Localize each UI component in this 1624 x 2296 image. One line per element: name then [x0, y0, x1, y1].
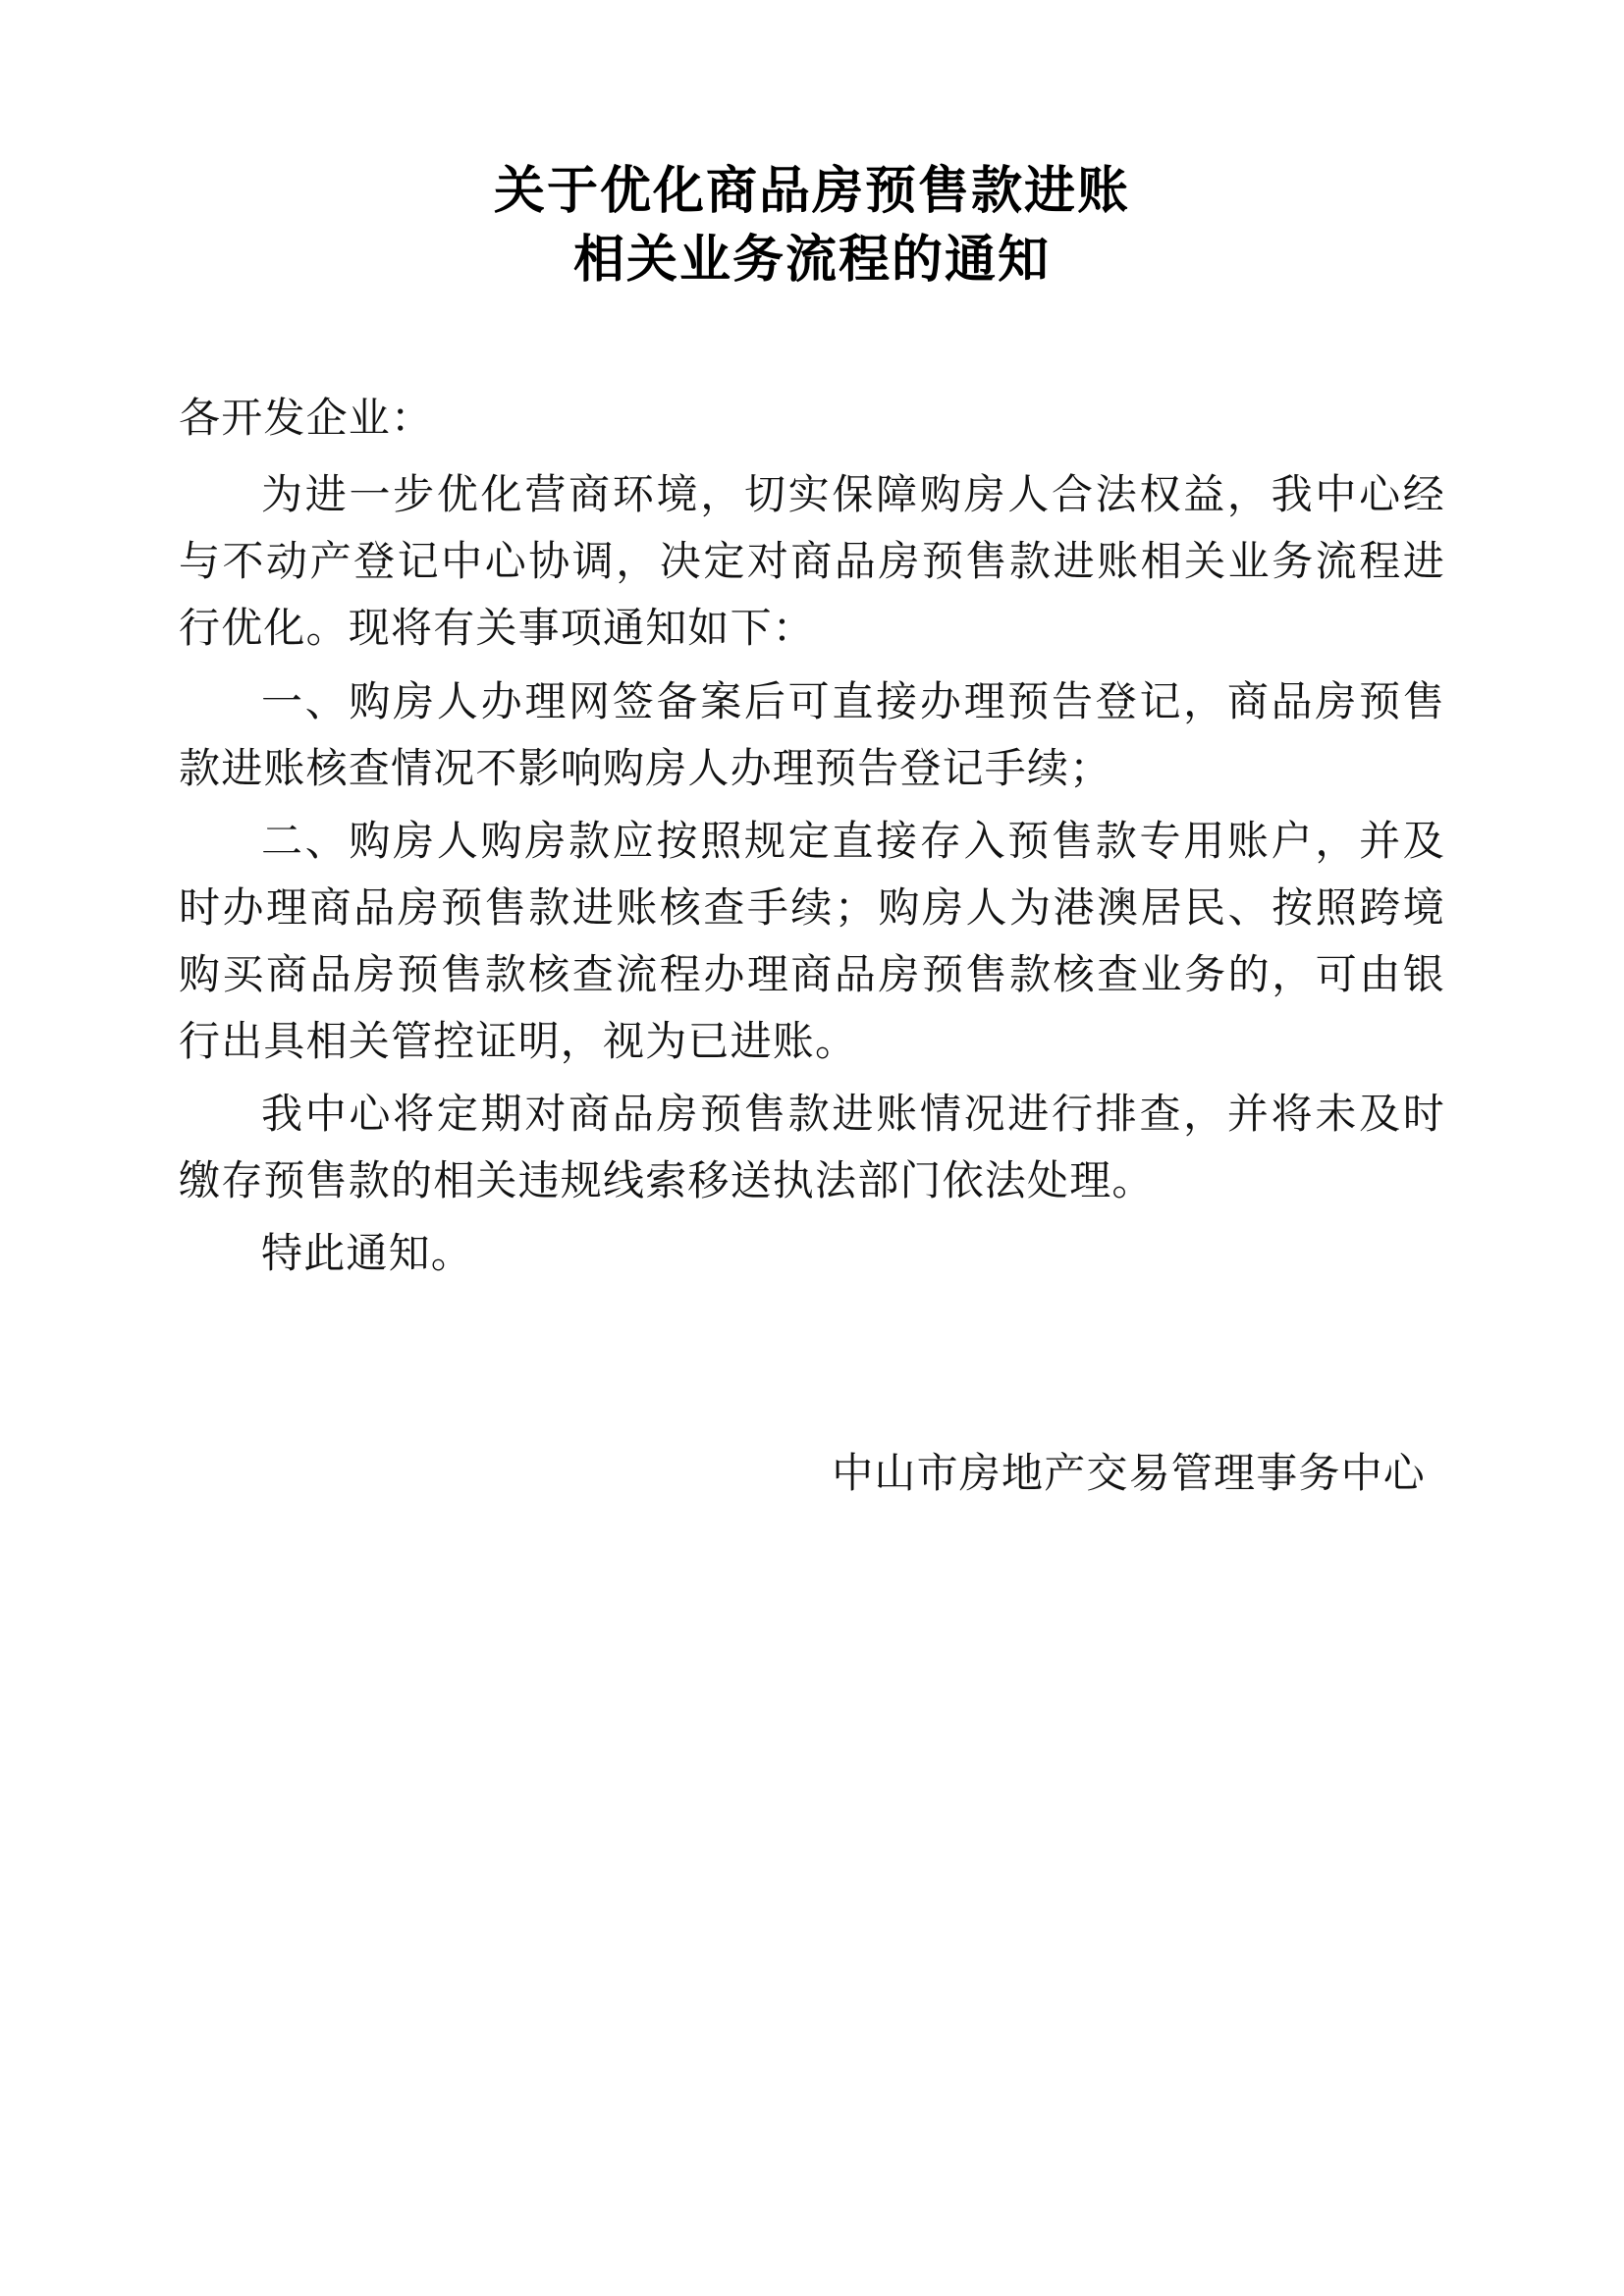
paragraph-closing: 特此通知。 [261, 1228, 474, 1277]
signature-block [179, 1293, 1445, 1506]
page-title-line-2: 相关业务流程的通知 [572, 231, 1051, 291]
salutation: 各开发企业： [179, 394, 434, 443]
page-title [0, 0, 1624, 294]
paragraph-intro: 为进一步优化营商环境，切实保障购房人合法权益，我中心经与不动产登记中心协调，决定对商品房预售款进账相关业务流程进行优化。现将有关事项通知如下： [179, 470, 1445, 653]
paragraph-item-2: 二、购房人购房款应按照规定直接存入预售款专用账户，并及时办理商品房预售款进账核查手续；购房人为港澳居民、按照跨境购买商品房预售款核查流程办理商品房预售款核查业务的，可由银行出具相关管控证明，视为已进账。 [179, 816, 1445, 1065]
paragraph-enforcement: 我中心将定期对商品房预售款进账情况进行排查，并将未及时缴存预售款的相关违规线索移送执法部门依法处理。 [179, 1089, 1445, 1204]
issuing-authority: 中山市房地产交易管理事务中心 [832, 1448, 1426, 1497]
page-title-line-1: 关于优化商品房预售款进账 [493, 162, 1130, 221]
paragraph-item-1: 一、购房人办理网签备案后可直接办理预告登记，商品房预售款进账核查情况不影响购房人办理预告登记手续； [179, 676, 1445, 792]
document-body [179, 294, 1445, 1286]
